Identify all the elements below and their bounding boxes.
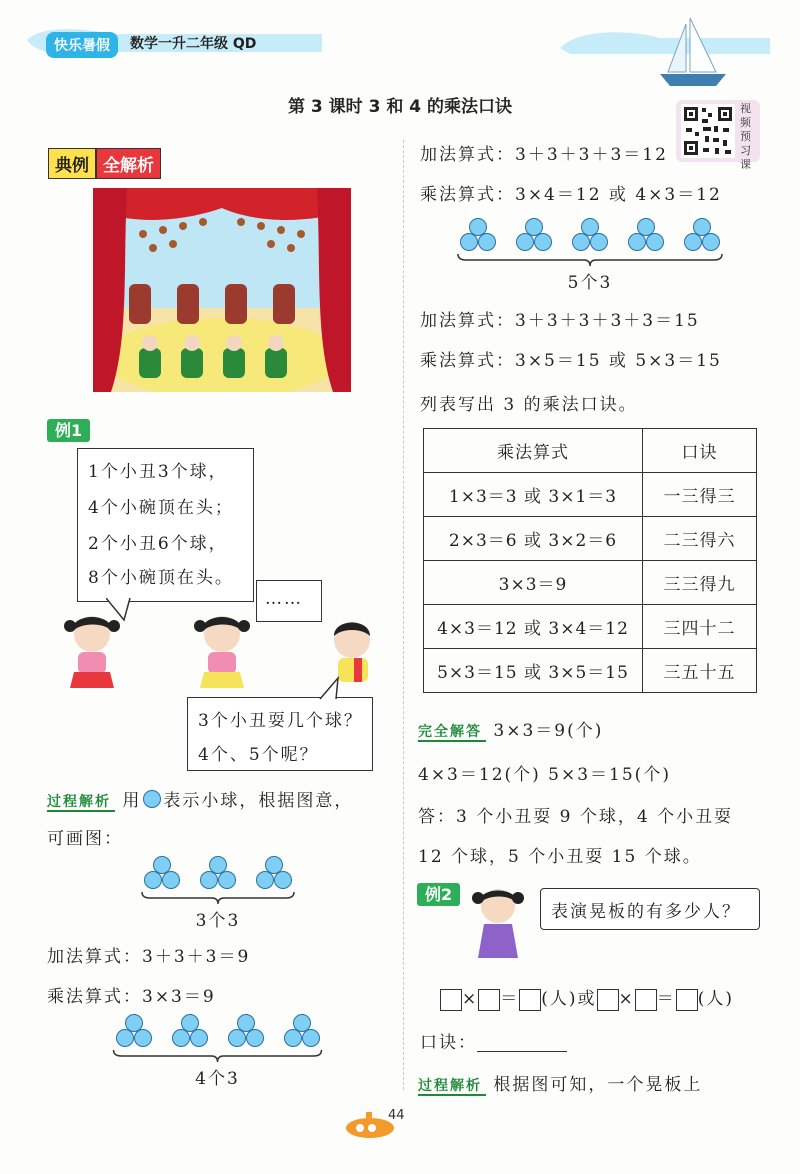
analysis1-text-c: 可画图： — [47, 829, 123, 849]
table-intro: 列表写出 3 的乘法口诀。 — [420, 395, 638, 415]
rhyme-line-1: 1个小丑3个球， — [88, 462, 228, 482]
rhyme-bubble — [77, 448, 254, 602]
ball-group-5x3 — [440, 218, 740, 293]
analysis1-tag: 过程解析 — [47, 794, 115, 812]
ellipsis-text: …… — [265, 589, 303, 609]
answer-tag: 完全解答 — [418, 724, 486, 742]
group0-mul: 乘法算式：3×3＝9 — [47, 987, 216, 1007]
group-caption: 3个3 — [195, 911, 241, 931]
ball-icon — [190, 1029, 208, 1047]
mnemonic-blank[interactable] — [477, 1051, 567, 1052]
ball-icon — [628, 233, 646, 251]
example1-badge: 例1 — [47, 418, 90, 441]
girl-illustration-3 — [468, 884, 530, 962]
example2-equation — [440, 984, 734, 1011]
table-cell: 5×3＝15 或 3×5＝15 — [424, 649, 643, 693]
ball-icon — [284, 1029, 302, 1047]
ellipsis-bubble — [256, 580, 322, 622]
page-header — [22, 20, 332, 60]
analysis2-line — [418, 1070, 702, 1095]
ball-icon — [460, 233, 478, 251]
ball-icon — [590, 233, 608, 251]
ball-icon — [572, 233, 590, 251]
analysis2-tag: 过程解析 — [418, 1078, 486, 1096]
analysis1-line — [47, 786, 353, 811]
table-row — [424, 649, 757, 693]
ball-cluster — [170, 1014, 210, 1048]
ball-cluster — [114, 1014, 154, 1048]
question-bubble — [187, 697, 373, 771]
table-cell: 二三得六 — [643, 517, 757, 561]
ball-cluster — [570, 218, 610, 252]
ball-icon — [134, 1029, 152, 1047]
ball-icon — [228, 1029, 246, 1047]
times-sign: × — [462, 989, 479, 1009]
table-cell: 1×3＝3 或 3×1＝3 — [424, 473, 643, 517]
example2-question: 表演晃板的有多少人？ — [551, 902, 741, 922]
analysis1-text-a: 用 — [122, 791, 142, 811]
answer-line1: 3×3＝9(个) — [493, 721, 604, 741]
table-cell: 3×3＝9 — [424, 561, 643, 605]
table-header-row — [424, 429, 757, 473]
table-cell: 一三得三 — [643, 473, 757, 517]
girl-illustration-2 — [188, 610, 258, 692]
answer-line3: 答：3 个小丑耍 9 个球，4 个小丑耍 — [418, 807, 734, 827]
ball-cluster — [142, 856, 182, 890]
brace-icon — [118, 890, 318, 906]
ball-icon — [702, 233, 720, 251]
ball-group-4x3 — [95, 1014, 340, 1089]
column-divider — [403, 140, 404, 1090]
times-sign: × — [618, 989, 635, 1009]
qr-code-icon — [681, 104, 735, 158]
lesson-title: 第 3 课时 3 和 4 的乘法口诀 — [288, 97, 512, 117]
ball-icon — [516, 233, 534, 251]
ball-icon — [646, 233, 664, 251]
table-cell: 2×3＝6 或 3×2＝6 — [424, 517, 643, 561]
ball-cluster — [198, 856, 238, 890]
group2-add: 加法算式：3＋3＋3＋3＋3＝15 — [420, 311, 700, 331]
table-row — [424, 561, 757, 605]
answer-box[interactable] — [519, 989, 541, 1011]
ball-cluster — [514, 218, 554, 252]
table-header: 口诀 — [643, 429, 757, 473]
page-number: 44 — [388, 1108, 405, 1123]
mnemonic-label: 口诀： — [420, 1033, 477, 1053]
ball-icon — [116, 1029, 134, 1047]
ball-icon — [144, 871, 162, 889]
group-caption: 4个3 — [195, 1069, 240, 1089]
multiplication-table — [423, 428, 757, 693]
rhyme-line-2: 4个小碗顶在头； — [88, 498, 234, 518]
ball-icon — [534, 233, 552, 251]
brace-icon — [440, 252, 740, 268]
ball-icon — [478, 233, 496, 251]
equals-sign: ＝ — [656, 989, 676, 1009]
table-header: 乘法算式 — [424, 429, 643, 473]
table-cell: 三四十二 — [643, 605, 757, 649]
ball-icon — [162, 871, 180, 889]
answer-line2: 4×3＝12(个) 5×3＝15(个) — [418, 765, 671, 785]
table-cell: 三五十五 — [643, 649, 757, 693]
ball-icon — [684, 233, 702, 251]
ball-icon — [200, 871, 218, 889]
sailboat-decoration — [540, 8, 780, 88]
ball-icon — [172, 1029, 190, 1047]
brace-icon — [95, 1048, 340, 1064]
answer-box[interactable] — [676, 989, 698, 1011]
header-subject: 数学一升二年级 QD — [130, 36, 257, 52]
table-row — [424, 605, 757, 649]
ball-cluster — [226, 1014, 266, 1048]
ball-group-3x3 — [118, 856, 318, 931]
qr-label: 视频预习课 — [740, 102, 751, 171]
ball-icon — [246, 1029, 264, 1047]
ball-icon — [218, 871, 236, 889]
ball-cluster — [626, 218, 666, 252]
answer-box[interactable] — [478, 989, 500, 1011]
girl-illustration-1 — [60, 610, 130, 692]
ball-cluster — [282, 1014, 322, 1048]
group-caption: 5个3 — [567, 273, 613, 293]
ball-cluster — [682, 218, 722, 252]
answer-line1-wrap — [418, 716, 603, 741]
question-bubble-tail — [316, 676, 342, 700]
ball-icon — [302, 1029, 320, 1047]
ball-cluster — [254, 856, 294, 890]
question-line-2: 4个、5个呢？ — [198, 745, 319, 765]
analysis1-text-b: 表示小球，根据图意， — [163, 791, 354, 811]
rhyme-line-4: 8个小碗顶在头。 — [88, 568, 234, 588]
answer-line4: 12 个球，5 个小丑耍 15 个球。 — [418, 847, 702, 867]
analysis2-text: 根据图可知，一个晃板上 — [493, 1075, 703, 1095]
section-title — [48, 148, 161, 179]
equals-sign: ＝ — [500, 989, 520, 1009]
example2-bubble — [540, 888, 760, 930]
example2-badge: 例2 — [417, 882, 460, 905]
circus-stage-illustration — [93, 188, 351, 392]
ball-icon — [143, 790, 161, 808]
ball-cluster — [458, 218, 498, 252]
qr-panel[interactable] — [676, 100, 760, 171]
ball-icon — [256, 871, 274, 889]
table-cell: 三三得九 — [643, 561, 757, 605]
question-line-1: 3个小丑耍几个球？ — [198, 711, 363, 731]
group1-mul: 乘法算式：3×4＝12 或 4×3＝12 — [420, 185, 722, 205]
group1-add: 加法算式：3＋3＋3＋3＝12 — [420, 145, 668, 165]
table-row — [424, 517, 757, 561]
table-row — [424, 473, 757, 517]
ball-icon — [274, 871, 292, 889]
group0-add: 加法算式：3＋3＋3＝9 — [47, 947, 251, 967]
rhyme-line-3: 2个小丑6个球， — [88, 534, 228, 554]
section-title-right: 全解析 — [96, 148, 161, 179]
header-badge: 快乐暑假 — [46, 32, 118, 58]
group2-mul: 乘法算式：3×5＝15 或 5×3＝15 — [420, 351, 722, 371]
answer-box[interactable] — [440, 989, 462, 1011]
unit-or: (人)或 — [541, 989, 597, 1009]
unit: (人) — [697, 989, 735, 1009]
answer-box[interactable] — [635, 989, 657, 1011]
table-cell: 4×3＝12 或 3×4＝12 — [424, 605, 643, 649]
answer-box[interactable] — [597, 989, 619, 1011]
section-title-left: 典例 — [48, 148, 96, 179]
mnemonic-line — [420, 1028, 567, 1053]
